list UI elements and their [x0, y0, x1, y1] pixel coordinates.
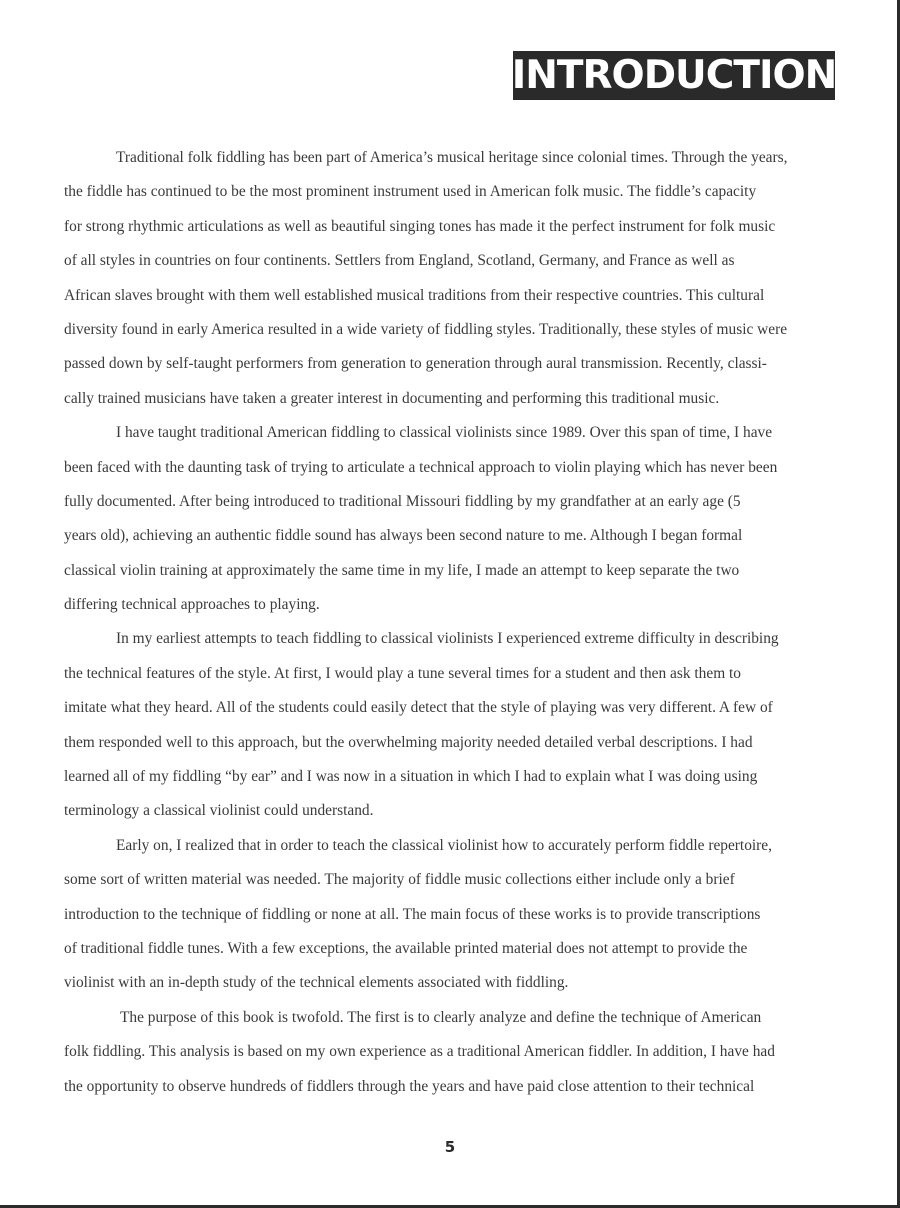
paragraph-3-line-5: learned all of my fiddling “by ear” and I was now in a situation in which I had to explain what I was doing using [64, 768, 758, 786]
paragraph-4-line-4: of traditional fiddle tunes. With a few exceptions, the available printed material does not attempt to provide the [64, 939, 748, 957]
paragraph-1-line-3: for strong rhythmic articulations as well as beautiful singing tones has made it the perfect instrument for folk music [64, 217, 776, 235]
paragraph-1-line-1: Traditional folk fiddling has been part of America’s musical heritage since colonial times. Through the years, [116, 149, 788, 166]
paragraph-5-line-3: the opportunity to observe hundreds of fiddlers through the years and have paid close attention to their technical [64, 1077, 755, 1095]
paragraph-1-line-4: of all styles in countries on four continents. Settlers from England, Scotland, Germany, and France as well as [64, 252, 735, 270]
paragraph-2-line-4: years old), achieving an authentic fiddle sound has always been second nature to me. Although I began formal [64, 527, 743, 545]
paragraph-5-line-1: The purpose of this book is twofold. The first is to clearly analyze and define the technique of American [120, 1008, 762, 1026]
paragraph-1-line-8: cally trained musicians have taken a greater interest in documenting and performing this traditional music. [64, 389, 720, 407]
paragraph-3-line-2: the technical features of the style. At first, I would play a tune several times for a student and then ask them to [64, 664, 741, 682]
paragraph-3-line-3: imitate what they heard. All of the students could easily detect that the style of playing was very different. A few of [64, 699, 773, 717]
paragraph-4-line-3: introduction to the technique of fiddling or none at all. The main focus of these works is to provide transcriptions [64, 905, 761, 923]
paragraph-1-line-5: African slaves brought with them well established musical traditions from their respective countries. This cultural [64, 286, 765, 304]
paragraph-2-line-5: classical violin training at approximately the same time in my life, I made an attempt to keep separate the two [64, 561, 740, 579]
paragraph-2-line-2: been faced with the daunting task of trying to articulate a technical approach to violin playing which has never been [64, 458, 778, 476]
page-number: 5 [444, 1138, 456, 1156]
paragraph-3-line-4: them responded well to this approach, but the overwhelming majority needed detailed verbal descriptions. I had [64, 733, 753, 751]
paragraph-5-line-2: folk fiddling. This analysis is based on my own experience as a traditional American fiddler. In addition, I have had [64, 1043, 775, 1061]
chapter-heading-banner [513, 51, 835, 100]
paragraph-1-line-2: the fiddle has continued to be the most prominent instrument used in American folk music. The fiddle’s capacity [64, 183, 757, 201]
paragraph-2-line-6: differing technical approaches to playing. [64, 596, 320, 614]
paragraph-3-line-1: In my earliest attempts to teach fiddling to classical violinists I experienced extreme difficulty in describing [116, 630, 779, 648]
paragraph-1-line-6: diversity found in early America resulted in a wide variety of fiddling styles. Traditionally, these styles of music were [64, 320, 788, 338]
paragraph-4-line-1: Early on, I realized that in order to teach the classical violinist how to accurately perform fiddle repertoire, [116, 836, 772, 854]
paragraph-2-line-1: I have taught traditional American fiddling to classical violinists since 1989. Over this span of time, I have [116, 424, 773, 442]
paragraph-1-line-7: passed down by self-taught performers from generation to generation through aural transmission. Recently, classi- [64, 355, 767, 373]
paragraph-2-line-3: fully documented. After being introduced to traditional Missouri fiddling by my grandfather at an early age (5 [64, 492, 741, 510]
body-text [64, 141, 836, 1104]
paragraph-4-line-5: violinist with an in-depth study of the technical elements associated with fiddling. [64, 974, 569, 992]
paragraph-4-line-2: some sort of written material was needed. The majority of fiddle music collections either include only a brief [64, 871, 735, 889]
paragraph-3-line-6: terminology a classical violinist could understand. [64, 802, 374, 820]
chapter-heading: INTRODUCTION [511, 53, 837, 98]
